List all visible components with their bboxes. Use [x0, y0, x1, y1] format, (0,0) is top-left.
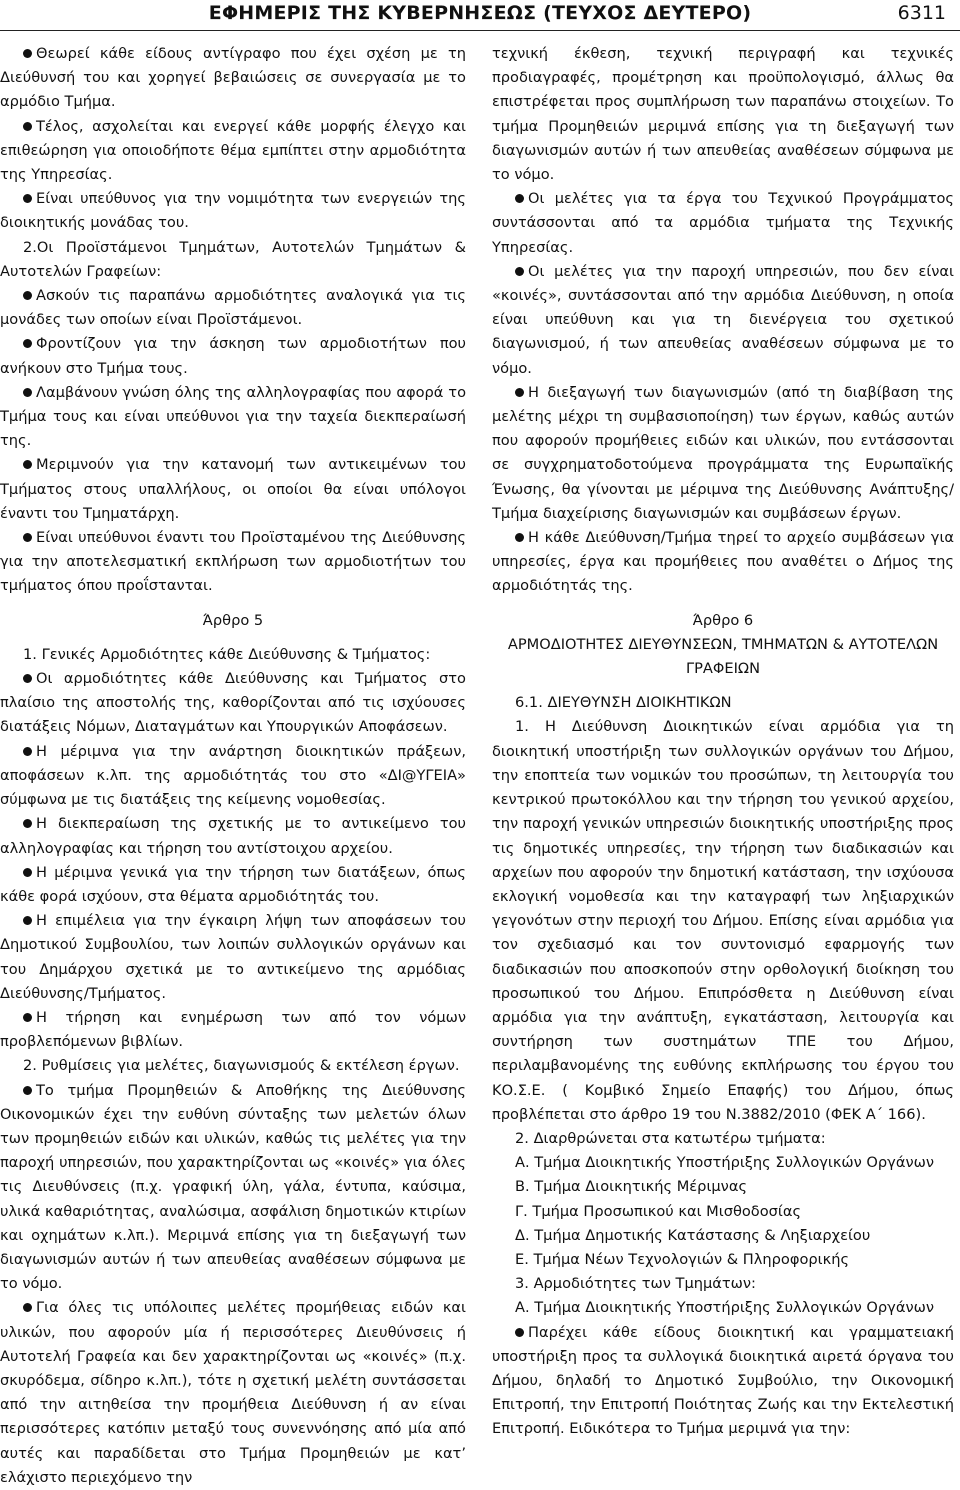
paragraph: Η διεξαγωγή των διαγωνισμών (από τη διαβίβαση της μελέτης μέχρι τη συμβασιοποίηση) των έργων, καθώς αυτών που αφορούν προμήθειες ειδών και υλικών, που εντάσσονται σε συγχρηματοδοτούμενα προγράμματα της Ευρωπαϊκής Ένωσης, θα γίνονται με μέριμνα της Διεύθυνσης Ανάπτυξης/Τμήμα διαχείρισης διαγωνισμών και συμβάσεων έργων.	[492, 383, 954, 522]
page-number: 6311	[897, 2, 946, 24]
paragraph: Τέλος, ασχολείται και ενεργεί κάθε μορφής έλεγχο και επιθεώρηση για οποιοδήποτε θέμα εμπίπτει στην αρμοδιότητα της Υπηρεσίας.	[0, 117, 466, 184]
paragraph: Ασκούν τις παραπάνω αρμοδιότητες αναλογικά για τις μονάδες των οποίων είναι Προϊστάμενοι.	[0, 287, 466, 329]
bullet-icon	[23, 291, 32, 300]
bullet-icon	[23, 1086, 32, 1095]
paragraph: Φροντίζουν για την άσκηση των αρμοδιοτήτων που ανήκουν στο Τμήμα τους.	[0, 335, 466, 377]
article-heading: Άρθρο 6	[692, 611, 754, 629]
section-heading: 6.1. ΔΙΕΥΘΥΝΣΗ ΔΙΟΙΚΗΤΙΚΩΝ	[515, 694, 732, 712]
bullet-icon	[23, 339, 32, 348]
right-column	[492, 42, 954, 1442]
paragraph: Η μέριμνα γενικά για την τήρηση των διατάξεων, όπως κάθε φορά ισχύουν, στα θέματα αρμοδιότητάς του.	[0, 863, 466, 905]
paragraph: 1. Η Διεύθυνση Διοικητικών είναι αρμόδια για τη διοικητική υποστήριξη των συλλογικών οργάνων του Δήμου, την εποπτεία των νομικών του προσώπων, τη λειτουργία του κεντρικού πρωτοκόλλου και την τήρηση του γενικού αρχείου, την παροχή γενικών υπηρεσιών διοικητικής υποστήριξης προς τις δημοτικές υπηρεσίες, την τήρηση των διαδικασιών και αρχείων που αφορούν την δημοτική κατάσταση, την ισχύουσα εκλογική νομοθεσία και την καταγραφή των ληξιαρχικών γεγονότων στην περιοχή του Δήμου. Επίσης είναι αρμόδια για τον σχεδιασμό και τον συντονισμό εφαρμογής των διαδικασιών που αποσκοπούν στην ορθολογική διοίκηση του προσωπικού του Δήμου. Επιπρόσθετα η Διεύθυνση είναι αρμόδια για την ανάπτυξη, εγκατάσταση, λειτουργία και συντήρηση των συστημάτων ΤΠΕ του Δήμου, περιλαμβανομένης της ευθύνης εκπλήρωσης του έργου του ΚΟ.Σ.Ε. ( Κομβικό Σημείο Επαφής) του Δήμου, όπως προβλέπεται στο άρθρο 19 του Ν.3882/2010 (ΦΕΚ Α΄ 166).	[492, 718, 954, 1123]
list-item: Β. Τμήμα Διοικητικής Μέριμνας	[515, 1178, 748, 1196]
page-header	[0, 0, 960, 30]
bullet-icon	[23, 1303, 32, 1312]
header-divider	[0, 30, 960, 31]
article-heading: Άρθρο 5	[202, 611, 264, 629]
bullet-icon	[23, 747, 32, 756]
paragraph: 2. Διαρθρώνεται στα κατωτέρω τμήματα:	[515, 1129, 826, 1147]
paragraph: Οι μελέτες για τα έργα του Τεχνικού Προγράμματος συντάσσονται από τα αρμόδια τμήματα της Τεχνικής Υπηρεσίας.	[492, 190, 954, 256]
bullet-icon	[515, 194, 524, 203]
bullet-icon	[23, 49, 32, 58]
bullet-icon	[23, 819, 32, 828]
bullet-icon	[515, 533, 524, 542]
bullet-icon	[23, 122, 32, 131]
paragraph: Οι αρμοδιότητες κάθε Διεύθυνσης και Τμήματος στο πλαίσιο της αποστολής της, καθορίζονται από τις ισχύουσες διατάξεις Νόμων, Διαταγμάτων και Υπουργικών Αποφάσεων.	[0, 670, 466, 736]
paragraph: Λαμβάνουν γνώση όλης της αλληλογραφίας που αφορά το Τμήμα τους και είναι υπεύθυνοι για την ταχεία διεκπεραίωσή της.	[0, 383, 466, 450]
bullet-icon	[23, 868, 32, 877]
paragraph: Είναι υπεύθυνοι έναντι του Προϊσταμένου της Διεύθυνσης για την αποτελεσματική εκπλήρωση των αρμοδιοτήτων του τμήματος όπου προΐστανται.	[0, 529, 466, 595]
bullet-icon	[515, 267, 524, 276]
article-title: ΑΡΜΟΔΙΟΤΗΤΕΣ ΔΙΕΥΘΥΝΣΕΩΝ, ΤΜΗΜΑΤΩΝ & ΑΥΤΟΤΕΛΩΝ ΓΡΑΦΕΙΩΝ	[507, 635, 939, 678]
paragraph: Η τήρηση και ενημέρωση των από τον νόμων προβλεπόμενων βιβλίων.	[0, 1008, 466, 1051]
bullet-icon	[23, 533, 32, 542]
bullet-icon	[515, 1328, 524, 1337]
paragraph: Το τμήμα Προμηθειών & Αποθήκης της Διεύθυνσης Οικονομικών έχει την ευθύνη σύνταξης των μελετών όλων των προμηθειών ειδών και υλικών, καθώς τις μελέτες για την παροχή υπηρεσιών, που χαρακτηρίζονται ως «κοινές» για όλες τις Διευθύνσεις (π.χ. γραφική ύλη, γάλα, έντυπα, καύσιμα, υλικά καθαριότητας, αναλώσιμα, ασφάλιση δημοτικών κτιρίων και οχημάτων κ.λπ.). Μεριμνά επίσης για τη διεξαγωγή των διαγωνισμών αυτών ή των απευθείας αναθέσεων σύμφωνα με το νόμο.	[0, 1081, 466, 1293]
paragraph: Η μέριμνα για την ανάρτηση διοικητικών πράξεων, αποφάσεων κ.λπ. της αρμοδιότητάς του στο «ΔΙ@ΥΓΕΙΑ» σύμφωνα με τις διατάξεις της κείμενης νομοθεσίας.	[0, 742, 466, 809]
bullet-icon	[515, 388, 524, 397]
paragraph: τεχνική έκθεση, τεχνική περιγραφή και τεχνικές προδιαγραφές, προμέτρηση και προϋπολογισμό, άλλως θα επιστρέφεται προς συμπλήρωση των παραπάνω στοιχείων. Το τμήμα Προμηθειών μεριμνά επίσης για τη διεξαγωγή των διαγωνισμών αυτών ή των απευθείας αναθέσεων σύμφωνα με το νόμο.	[492, 45, 954, 184]
bullet-icon	[23, 388, 32, 397]
bullet-icon	[23, 194, 32, 203]
list-item: Α. Τμήμα Διοικητικής Υποστήριξης Συλλογικών Οργάνων	[515, 1299, 934, 1317]
paragraph: 3. Αρμοδιότητες των Τμημάτων:	[515, 1275, 756, 1293]
paragraph: Η κάθε Διεύθυνση/Τμήμα τηρεί το αρχείο συμβάσεων για υπηρεσίες, έργα και προμήθειες που αναθέτει ο Δήμος της αρμοδιότητάς της.	[492, 529, 954, 595]
paragraph: Η επιμέλεια για την έγκαιρη λήψη των αποφάσεων του Δημοτικού Συμβουλίου, των λοιπών συλλογικών οργάνων και του Δημάρχου σχετικά με το αντικείμενο της αρμόδιας Διεύθυνσης/Τμήματος.	[0, 912, 466, 1002]
bullet-icon	[23, 916, 32, 925]
bullet-icon	[23, 674, 32, 683]
paragraph: 2. Ρυθμίσεις για μελέτες, διαγωνισμούς & εκτέλεση έργων.	[23, 1057, 460, 1075]
paragraph: Μεριμνούν για την κατανομή των αντικειμένων του Τμήματος στους υπαλλήλους, οι οποίοι θα είναι υπόλογοι έναντι του Τμηματάρχη.	[0, 456, 466, 522]
paragraph: 2.Οι Προϊστάμενοι Τμημάτων, Αυτοτελών Τμημάτων & Αυτοτελών Γραφείων:	[0, 238, 466, 280]
bullet-icon	[23, 1013, 32, 1022]
paragraph: Η διεκπεραίωση της σχετικής με το αντικείμενο του αλληλογραφίας και τήρηση του αντίστοιχου αρχείου.	[0, 815, 466, 857]
list-item: Γ. Τμήμα Προσωπικού και Μισθοδοσίας	[515, 1202, 802, 1220]
paragraph: Παρέχει κάθε είδους διοικητική και γραμματειακή υποστήριξη προς τα συλλογικά διοικητικά αιρετά όργανα του Δήμου, δηλαδή το Δημοτικό Συμβούλιο, την Οικονομική Επιτροπή, την Επιτροπή Ποιότητας Ζωής και την Εκτελεστική Επιτροπή. Ειδικότερα το Τμήμα μεριμνά για την:	[492, 1323, 954, 1438]
paragraph: Οι μελέτες για την παροχή υπηρεσιών, που δεν είναι «κοινές», συντάσσονται από την αρμόδια Διεύθυνση, η οποία είναι υπεύθυνη και για τη διενέργεια του σχετικού διαγωνισμού, ή των απευθείας αναθέσεων σύμφωνα με το νόμο.	[492, 262, 954, 377]
paragraph: Για όλες τις υπόλοιπες μελέτες προμήθειας ειδών και υλικών, που αφορούν μία ή περισσότερες Διευθύνσεις ή Αυτοτελή Γραφεία και δεν χαρακτηρίζονται ως «κοινές» (π.χ. σκυρόδεμα, σίδηρο κ.λπ.), τότε η σχετική μελέτη συντάσσεται από την αιτηθείσα την προμήθεια Διεύθυνση ή αν είναι περισσότερες κατόπιν μεταξύ τους συνεννόησης από μία από αυτές και παραδίδεται στο Τμήμα Προμηθειών με κατ’ ελάχιστο περιεχόμενο την	[0, 1299, 466, 1486]
bullet-icon	[23, 460, 32, 469]
list-item: Δ. Τμήμα Δημοτικής Κατάστασης & Ληξιαρχείου	[515, 1226, 871, 1244]
gazette-title: ΕΦΗΜΕΡΙΣ ΤΗΣ ΚΥΒΕΡΝΗΣΕΩΣ (ΤΕΥΧΟΣ ΔΕΥΤΕΡΟ)	[208, 2, 752, 24]
paragraph: Θεωρεί κάθε είδους αντίγραφο που έχει σχέση με τη Διεύθυνσή του και χορηγεί βεβαιώσεις σε συνεργασία με το αρμόδιο Τμήμα.	[0, 45, 466, 111]
left-column	[0, 42, 466, 1490]
paragraph: 1. Γενικές Αρμοδιότητες κάθε Διεύθυνσης & Τμήματος:	[23, 645, 431, 663]
paragraph: Είναι υπεύθυνος για την νομιμότητα των ενεργειών της διοικητικής μονάδας του.	[0, 190, 466, 232]
list-item: Α. Τμήμα Διοικητικής Υποστήριξης Συλλογικών Οργάνων	[515, 1154, 934, 1172]
list-item: Ε. Τμήμα Νέων Τεχνολογιών & Πληροφορικής	[515, 1250, 850, 1268]
